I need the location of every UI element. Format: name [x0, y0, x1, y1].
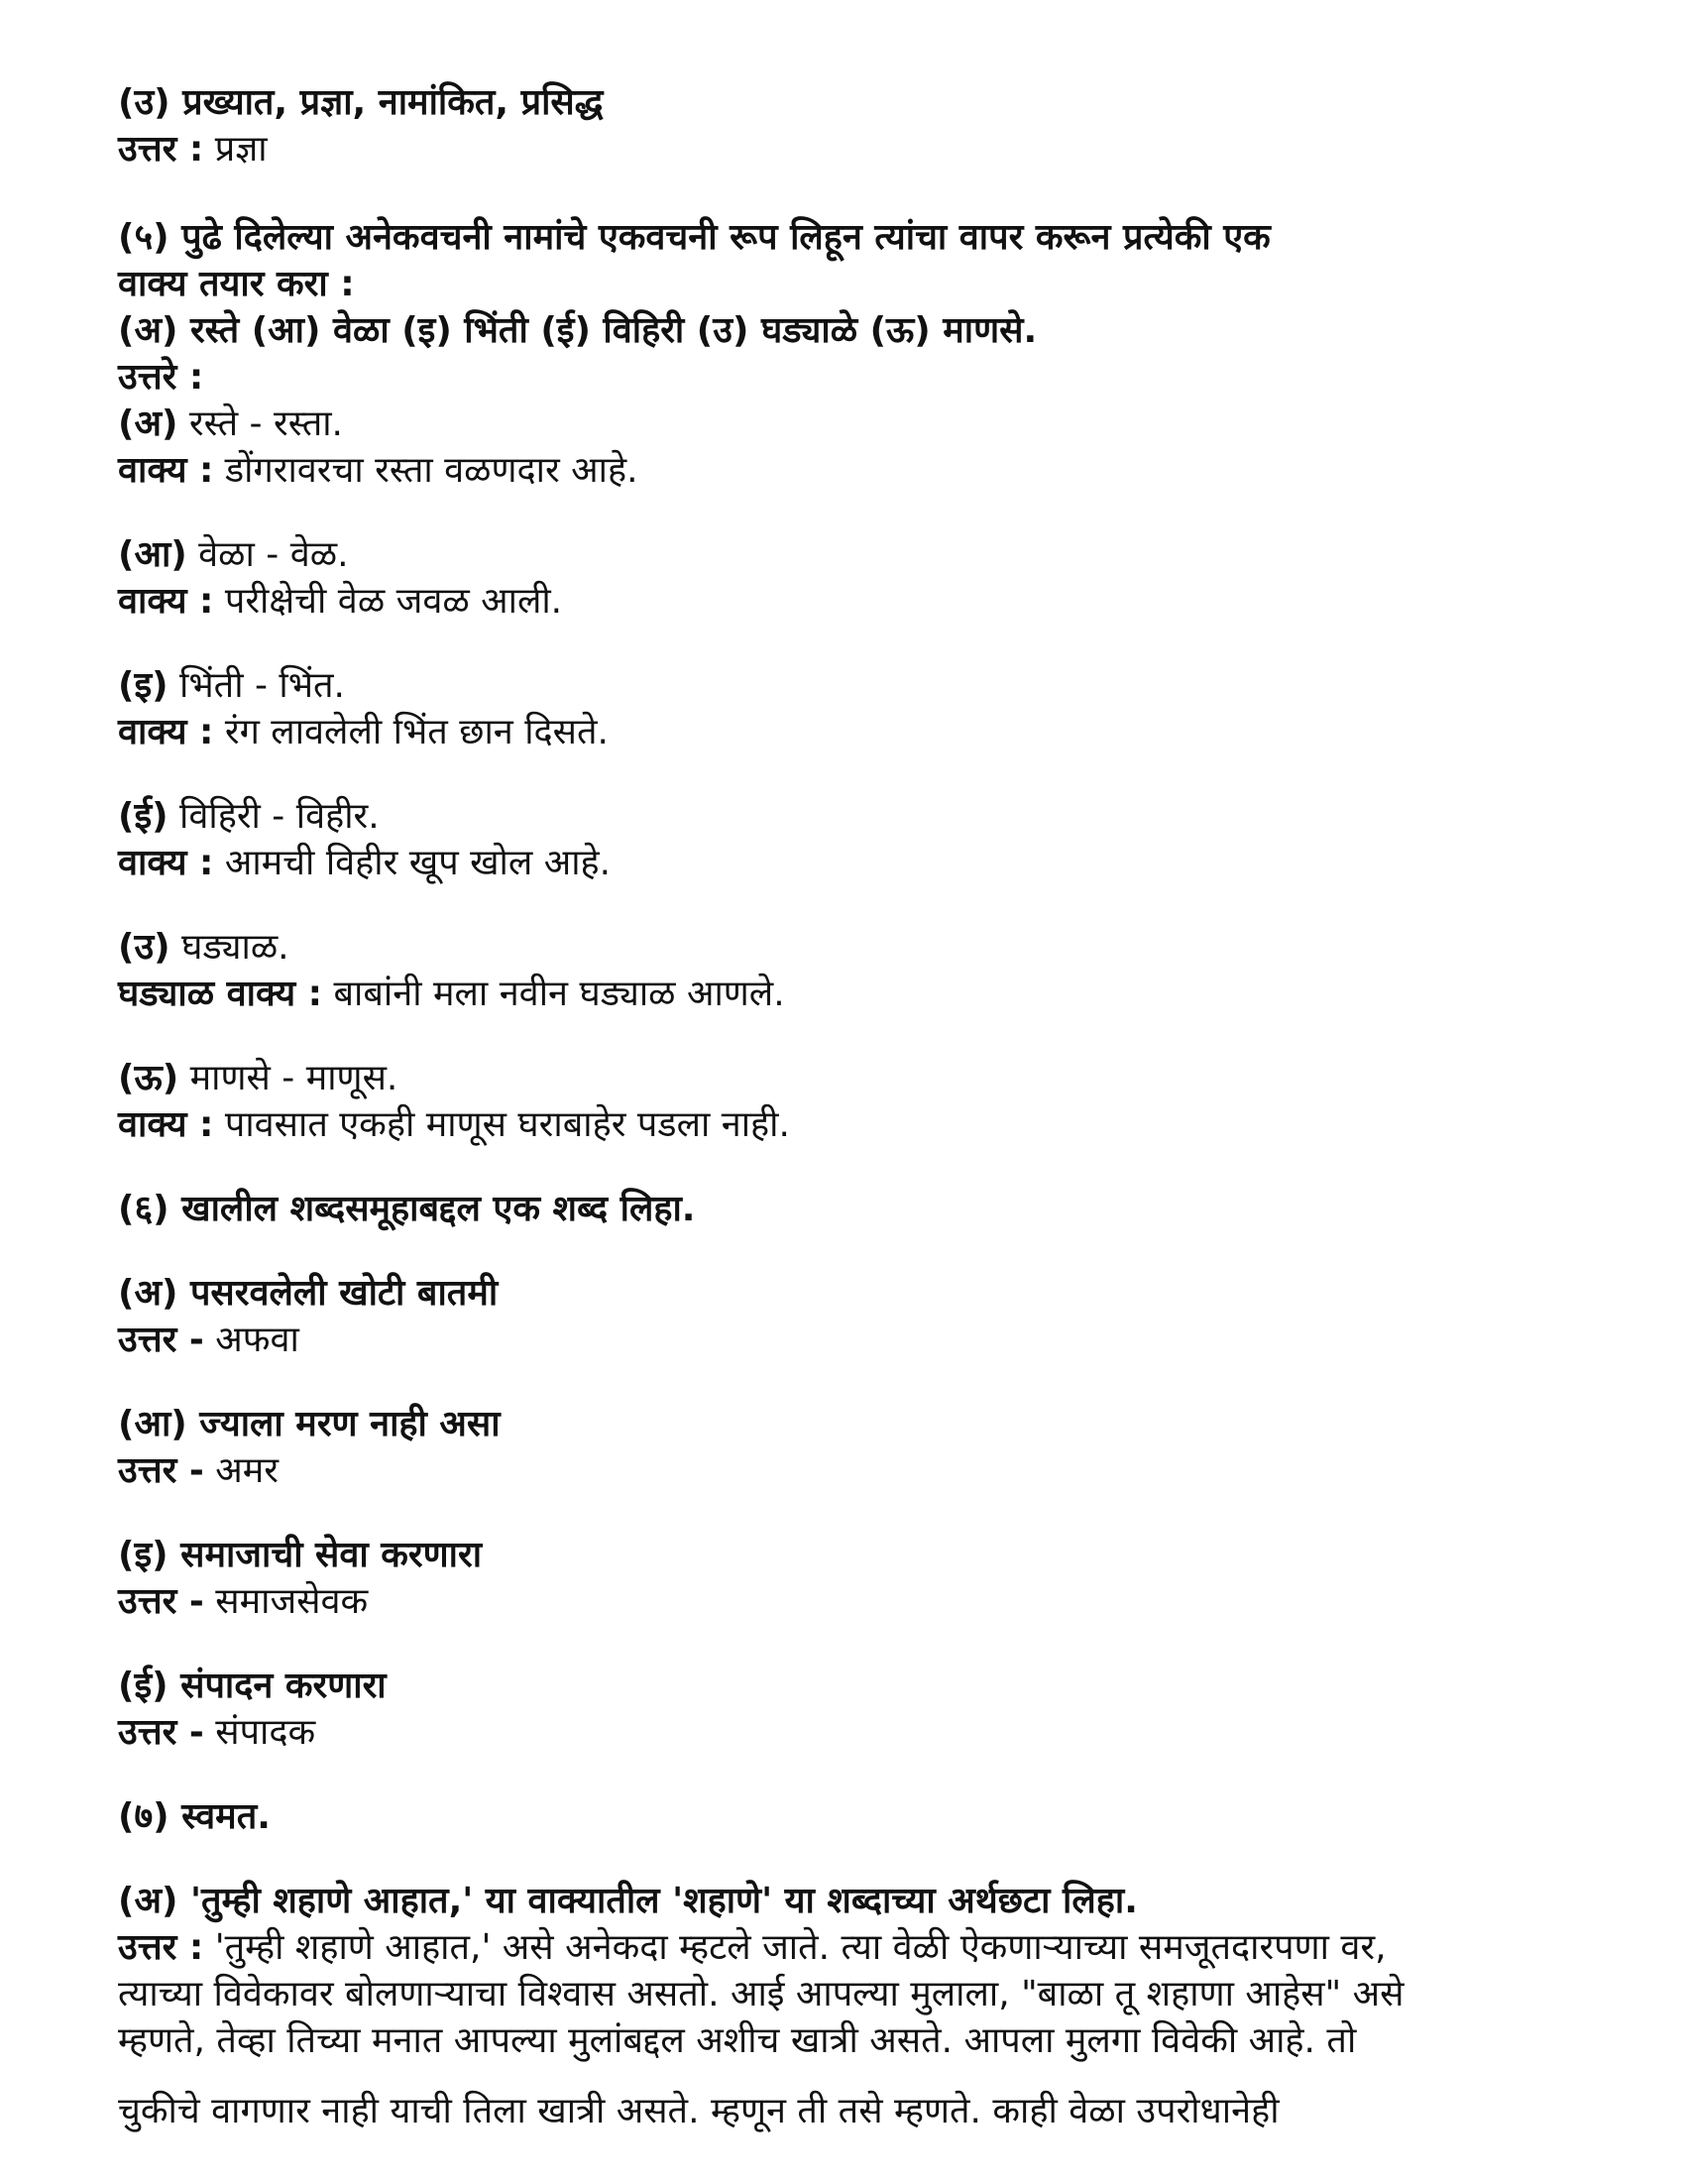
- q6-question: (अ) पसरवलेली खोटी बातमी: [118, 1273, 499, 1314]
- q5-answer-i: [118, 662, 1625, 755]
- question-6-heading: (६) खालील शब्दसमूहाबद्दल एक शब्द लिहा.: [118, 1189, 696, 1229]
- item-label: (उ): [118, 927, 170, 968]
- q6-item-a: [118, 1270, 1625, 1363]
- sentence-text: रंग लावलेली भिंत छान दिसते.: [213, 712, 609, 752]
- answer-label: उत्तर :: [118, 1927, 204, 1968]
- answer-label: उत्तर :: [118, 129, 204, 170]
- item-forms: घड्याळ.: [169, 927, 289, 968]
- sentence-label: वाक्य :: [118, 843, 214, 883]
- q6-question: (इ) समाजाची सेवा करणारा: [118, 1535, 483, 1575]
- answer-label: उत्तर -: [118, 1712, 204, 1753]
- sentence-text: डोंगरावरचा रस्ता वळणदार आहे.: [213, 450, 638, 491]
- sentence-text: परीक्षेची वेळ जवळ आली.: [213, 581, 563, 622]
- answer-text: समाजसेवक: [203, 1581, 369, 1622]
- answer-line: [118, 126, 1625, 172]
- q5-answer-u: [118, 924, 1625, 1017]
- q5-answer-a: [118, 401, 1625, 494]
- q5-answer-ii: [118, 793, 1625, 886]
- answer-text: अमर: [203, 1450, 280, 1491]
- item-label: (ऊ): [118, 1058, 179, 1098]
- answer-text: प्रज्ञा: [203, 129, 268, 170]
- answer-text-line-3: म्हणते, तेव्हा तिच्या मनात आपल्या मुलांबद्दल अशीच खात्री असते. आपला मुलगा विवेकी आहे. तो: [118, 2020, 1357, 2061]
- item-label: (अ): [118, 403, 178, 444]
- sentence-label: वाक्य :: [118, 450, 214, 491]
- sentence-text: पावसात एकही माणूस घराबाहेर पडला नाही.: [213, 1104, 790, 1145]
- item-forms: माणसे - माणूस.: [178, 1058, 398, 1098]
- sentence-label: वाक्य :: [118, 712, 214, 752]
- question-5-heading: (५) पुढे दिलेल्या अनेकवचनी नामांचे एकवचनी रूप लिहून त्यांचा वापर करून प्रत्येकी एक: [118, 217, 1271, 258]
- q5-answer-uu: [118, 1055, 1625, 1148]
- sentence-label: वाक्य :: [118, 1104, 214, 1145]
- sentence-text: आमची विहीर खूप खोल आहे.: [213, 843, 612, 883]
- answer-text: संपादक: [203, 1712, 316, 1753]
- q6-item-ii: [118, 1663, 1625, 1756]
- answers-label: उत्तरे :: [118, 357, 204, 398]
- question-u-heading: (उ) प्रख्यात, प्रज्ञा, नामांकित, प्रसिद्ध: [118, 82, 604, 123]
- cut-off-text-line: चुकीचे वागणार नाही याची तिला खात्री असते. म्हणून ती तसे म्हणते. काही वेळा उपरोधानेही: [118, 2091, 1280, 2131]
- answer-label: उत्तर -: [118, 1581, 204, 1622]
- question-5-word-list: (अ) रस्ते (आ) वेळा (इ) भिंती (ई) विहिरी (उ) घड्याळे (ऊ) माणसे.: [118, 310, 1038, 351]
- answer-text: अफवा: [203, 1320, 299, 1360]
- answer-label: उत्तर -: [118, 1320, 204, 1360]
- sentence-label: वाक्य :: [118, 581, 214, 622]
- q6-item-aa: [118, 1401, 1625, 1494]
- answer-label: उत्तर -: [118, 1450, 204, 1491]
- item-forms: रस्ते - रस्ता.: [177, 403, 344, 444]
- question-5-heading-cont: वाक्य तयार करा :: [118, 264, 355, 304]
- q6-item-i: [118, 1532, 1625, 1625]
- sentence-text: बाबांनी मला नवीन घड्याळ आणले.: [322, 974, 785, 1014]
- q6-question: (आ) ज्याला मरण नाही असा: [118, 1404, 501, 1444]
- question-7-heading: (७) स्वमत.: [118, 1796, 271, 1837]
- q5-answer-aa: [118, 531, 1625, 625]
- item-forms: विहिरी - विहीर.: [168, 796, 380, 837]
- document-page: [118, 79, 1625, 2064]
- q6-question: (ई) संपादन करणारा: [118, 1666, 387, 1706]
- item-label: (आ): [118, 534, 187, 575]
- item-forms: भिंती - भिंत.: [168, 665, 345, 706]
- item-forms: वेळा - वेळ.: [186, 534, 349, 575]
- answer-text-line-1: 'तुम्ही शहाणे आहात,' असे अनेकदा म्हटले जाते. त्या वेळी ऐकणाऱ्याच्या समजूतदारपणा वर,: [203, 1927, 1387, 1968]
- sentence-label: घड्याळ वाक्य :: [118, 974, 323, 1014]
- item-label: (इ): [118, 665, 169, 706]
- answer-text-line-2: त्याच्या विवेकावर बोलणाऱ्याचा विश्वास असतो. आई आपल्या मुलाला, "बाळा तू शहाणा आहेस" असे: [118, 1974, 1405, 2014]
- question-7-sub-question: (अ) 'तुम्ही शहाणे आहात,' या वाक्यातील 'शहाणे' या शब्दाच्या अर्थछटा लिहा.: [118, 1881, 1138, 1921]
- item-label: (ई): [118, 796, 169, 837]
